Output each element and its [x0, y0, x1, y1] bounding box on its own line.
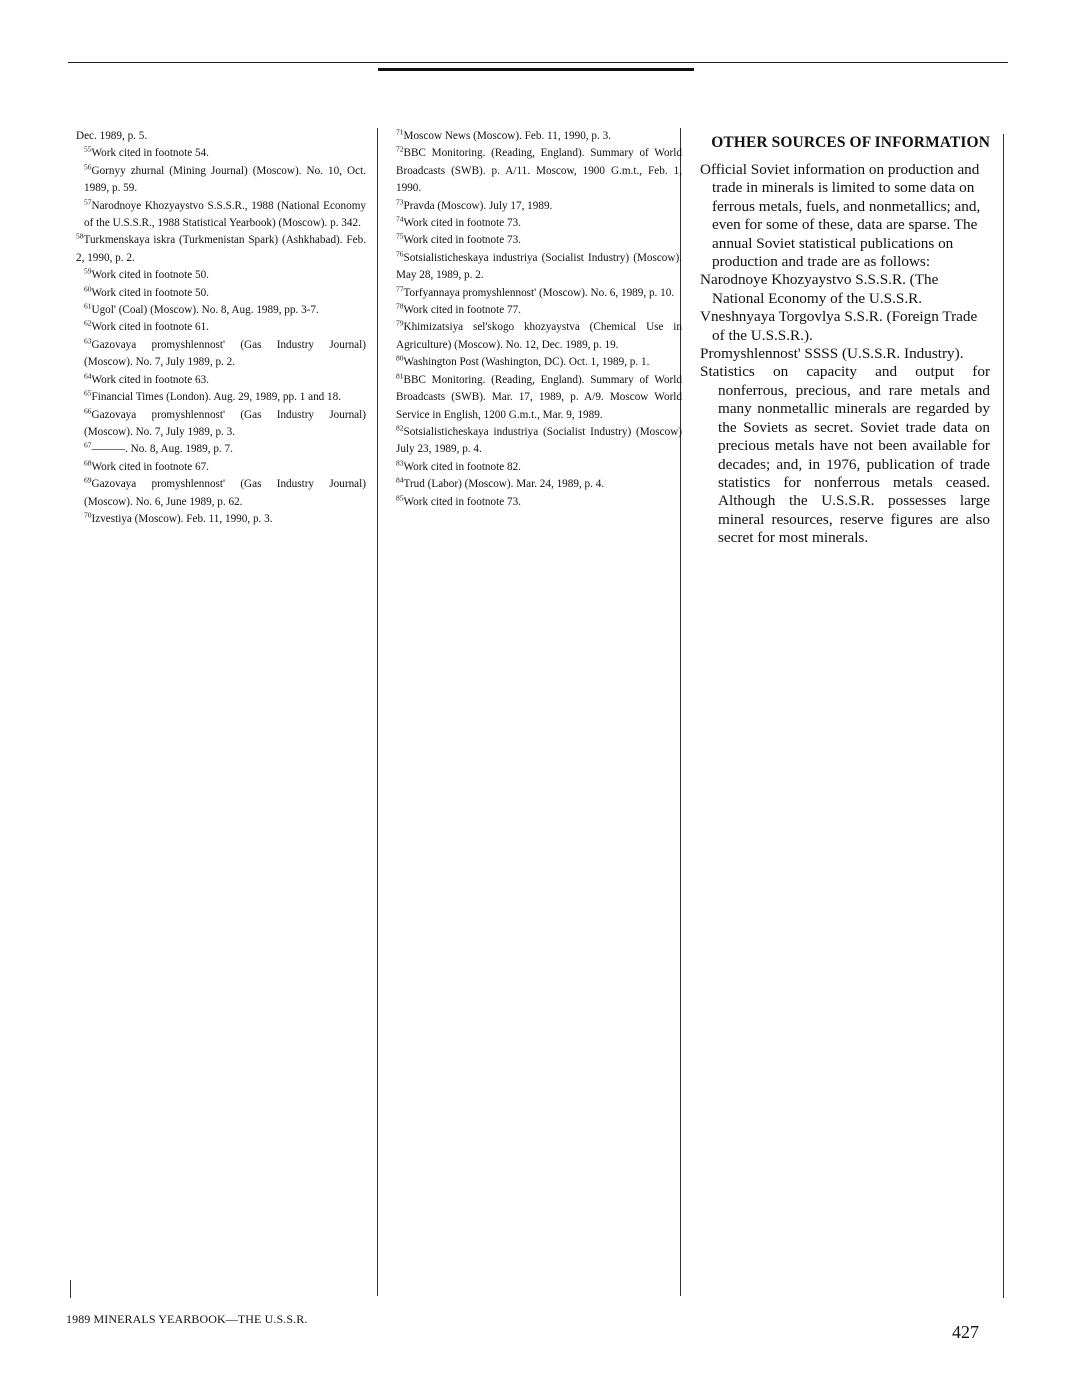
footnote-text: Financial Times (London). Aug. 29, 1989, pp. 1 and 18.	[91, 391, 342, 404]
footnote	[76, 163, 366, 198]
footnote	[76, 267, 366, 284]
footnote-number: 79	[396, 318, 404, 328]
footnote-number: 70	[84, 510, 92, 520]
footnote-number: 76	[396, 249, 404, 259]
footnote-number: 69	[84, 475, 92, 485]
sidebar-entry: Narodnoye Khozyaystvo S.S.S.R. (The National Economy of the U.S.S.R.	[700, 271, 939, 307]
footnote-text: Gornyy zhurnal (Mining Journal) (Moscow). No. 10, Oct. 1989, p. 59.	[84, 164, 366, 195]
footnote-number: 81	[396, 370, 404, 380]
footnote-text: Pravda (Moscow). July 17, 1989.	[403, 199, 553, 212]
footnote-text: Dec. 1989, p. 5.	[76, 130, 148, 142]
footnote-text: Washington Post (Washington, DC). Oct. 1, 1989, p. 1.	[403, 356, 650, 369]
footnote-text: Moscow News (Moscow). Feb. 11, 1990, p. 3.	[403, 130, 611, 142]
column-divider-1	[377, 128, 378, 1296]
footnotes-column-1	[76, 128, 366, 528]
footnote-text: Khimizatsiya sel'skogo khozyaystva (Chemical Use in Agriculture) (Moscow). No. 12, Dec. 1989, p. 19.	[396, 321, 682, 351]
footnote-text: Ugol' (Coal) (Moscow). No. 8, Aug. 1989, pp. 3-7.	[91, 304, 319, 317]
footnote-text: Work cited in footnote 54.	[91, 147, 209, 160]
footnote-text: Sotsialisticheskaya industriya (Socialist Industry) (Moscow). May 28, 1989, p. 2.	[396, 251, 682, 282]
footnote-text: Izvestiya (Moscow). Feb. 11, 1990, p. 3.	[91, 512, 273, 525]
footnote-number: 78	[396, 301, 404, 311]
footnote	[388, 145, 682, 197]
footnote	[76, 302, 366, 319]
running-footer: 1989 MINERALS YEARBOOK—THE U.S.S.R.	[66, 1312, 308, 1326]
footnote-number: 55	[84, 144, 92, 154]
sidebar-title: OTHER SOURCES OF INFORMATION	[711, 134, 990, 151]
footnote-text: Sotsialisticheskaya industriya (Socialist Industry) (Moscow) July 23, 1989, p. 4.	[396, 425, 682, 456]
footnote	[388, 232, 682, 249]
footnote	[76, 285, 366, 302]
footnote	[76, 476, 366, 511]
footnote	[388, 459, 682, 476]
sidebar-other-sources	[700, 134, 990, 548]
footnote	[76, 198, 366, 233]
footnote-number: 80	[396, 353, 404, 363]
footnote-number: 59	[84, 266, 92, 276]
footnote-number: 75	[396, 231, 404, 241]
top-rule-accent	[378, 68, 694, 71]
footnote-number: 77	[396, 283, 404, 293]
footnote-number: 82	[396, 423, 404, 433]
footnote-number: 72	[396, 144, 404, 154]
column-divider-right	[1003, 134, 1004, 1298]
footnote	[388, 354, 682, 371]
footnote	[388, 424, 682, 459]
footnote-text: ———. No. 8, Aug. 1989, p. 7.	[91, 443, 233, 456]
footnote	[76, 128, 366, 145]
footnote-text: Work cited in footnote 73.	[403, 234, 521, 247]
footnote	[388, 198, 682, 215]
footnote-number: 73	[396, 196, 404, 206]
footnote-text: Work cited in footnote 73.	[403, 495, 521, 508]
footnote-number: 61	[84, 301, 92, 311]
footnote	[76, 459, 366, 476]
footnote	[76, 511, 366, 528]
footnote	[388, 128, 682, 145]
footnote-number: 71	[396, 127, 404, 137]
sidebar-entry: Promyshlennost' SSSS (U.S.S.R. Industry).	[700, 345, 964, 363]
footnote-number: 85	[396, 492, 404, 502]
footnote	[76, 389, 366, 406]
footnote-text: Work cited in footnote 67.	[91, 460, 209, 473]
footnote-text: Work cited in footnote 50.	[91, 286, 209, 299]
footnote-text: Work cited in footnote 77.	[403, 304, 521, 317]
footnote-number: 57	[84, 196, 92, 206]
footnote	[76, 372, 366, 389]
footnote	[76, 145, 366, 162]
footnote-text: Work cited in footnote 61.	[91, 321, 209, 334]
footnote	[388, 285, 682, 302]
footnote-number: 74	[396, 214, 404, 224]
footnote-number: 64	[84, 370, 92, 380]
column-divider-left	[70, 1280, 71, 1298]
footnote	[388, 372, 682, 424]
footnote	[388, 494, 682, 511]
top-rule	[68, 62, 1008, 63]
footnotes-column-2	[388, 128, 682, 511]
footnote-text: Torfyannaya promyshlennost' (Moscow). No. 6, 1989, p. 10.	[403, 286, 675, 299]
footnote-text: Gazovaya promyshlennost' (Gas Industry Journal) (Moscow). No. 6, June 1989, p. 62.	[84, 478, 366, 508]
footnote-text: Gazovaya promyshlennost' (Gas Industry Journal) (Moscow). No. 7, July 1989, p. 2.	[84, 338, 366, 369]
footnote-text: Work cited in footnote 82.	[403, 460, 521, 473]
footnote	[388, 319, 682, 354]
footnote-text: Turkmenskaya iskra (Turkmenistan Spark) (Ashkhabad). Feb. 2, 1990, p. 2.	[76, 234, 366, 264]
footnote	[76, 232, 366, 267]
footnote-number: 63	[84, 336, 92, 346]
footnote-number: 56	[84, 162, 92, 172]
footnote	[76, 319, 366, 336]
footnote-number: 58	[76, 231, 84, 241]
sidebar-entry: Vneshnyaya Torgovlya S.S.R. (Foreign Trade of the U.S.S.R.).	[700, 308, 978, 344]
footnote	[388, 215, 682, 232]
sidebar-statistics: Statistics on capacity and output for nonferrous, precious, and rare metals and many nonmetallic minerals are regarded by the Soviets as secret. Soviet trade data on precious metals have not been available for decades; and, in 1976, publication of trade statistics for nonferrous metals ceased. Although the U.S.S.R. possesses large mineral resources, reserve figures are also secret for most minerals.	[700, 363, 990, 547]
footnote-text: Work cited in footnote 73.	[403, 217, 521, 230]
footnote-number: 62	[84, 318, 92, 328]
page-number: 427	[952, 1322, 979, 1342]
footnote-text: Gazovaya promyshlennost' (Gas Industry Journal) (Moscow). No. 7, July 1989, p. 3.	[84, 408, 366, 438]
footnote-number: 60	[84, 283, 92, 293]
footnote-number: 83	[396, 457, 404, 467]
footnote-number: 67	[84, 440, 92, 450]
footnote-text: BBC Monitoring. (Reading, England). Summary of World Broadcasts (SWB). p. A/11. Moscow, 1900 G.m.t., Feb. 1, 1990.	[396, 147, 682, 195]
footnote	[388, 302, 682, 319]
footnote-text: Work cited in footnote 63.	[91, 373, 209, 386]
footnote-number: 68	[84, 457, 92, 467]
footnote-text: Narodnoye Khozyaystvo S.S.S.R., 1988 (National Economy of the U.S.S.R., 1988 Statistical Yearbook) (Moscow). p. 342.	[84, 199, 366, 230]
footnote-number: 65	[84, 388, 92, 398]
footnote-text: BBC Monitoring. (Reading, England). Summary of World Broadcasts (SWB). Mar. 17, 1989, p. A/9. Moscow World Service in English, 1200 G.m.t., Mar. 9, 1989.	[396, 373, 682, 421]
footnote	[76, 407, 366, 442]
footnote-number: 84	[396, 475, 404, 485]
footnote	[388, 476, 682, 493]
footnote-number: 66	[84, 405, 92, 415]
sidebar-intro: Official Soviet information on production and trade in minerals is limited to some data on ferrous metals, fuels, and nonmetallics; and, even for some of these, data are sparse. The annual Soviet statistical publications on production and trade are as follows:	[700, 161, 981, 271]
footnote-text: Trud (Labor) (Moscow). Mar. 24, 1989, p. 4.	[403, 478, 605, 491]
footnote	[76, 337, 366, 372]
footnote	[76, 441, 366, 458]
footnote-text: Work cited in footnote 50.	[91, 269, 209, 282]
footnote	[388, 250, 682, 285]
